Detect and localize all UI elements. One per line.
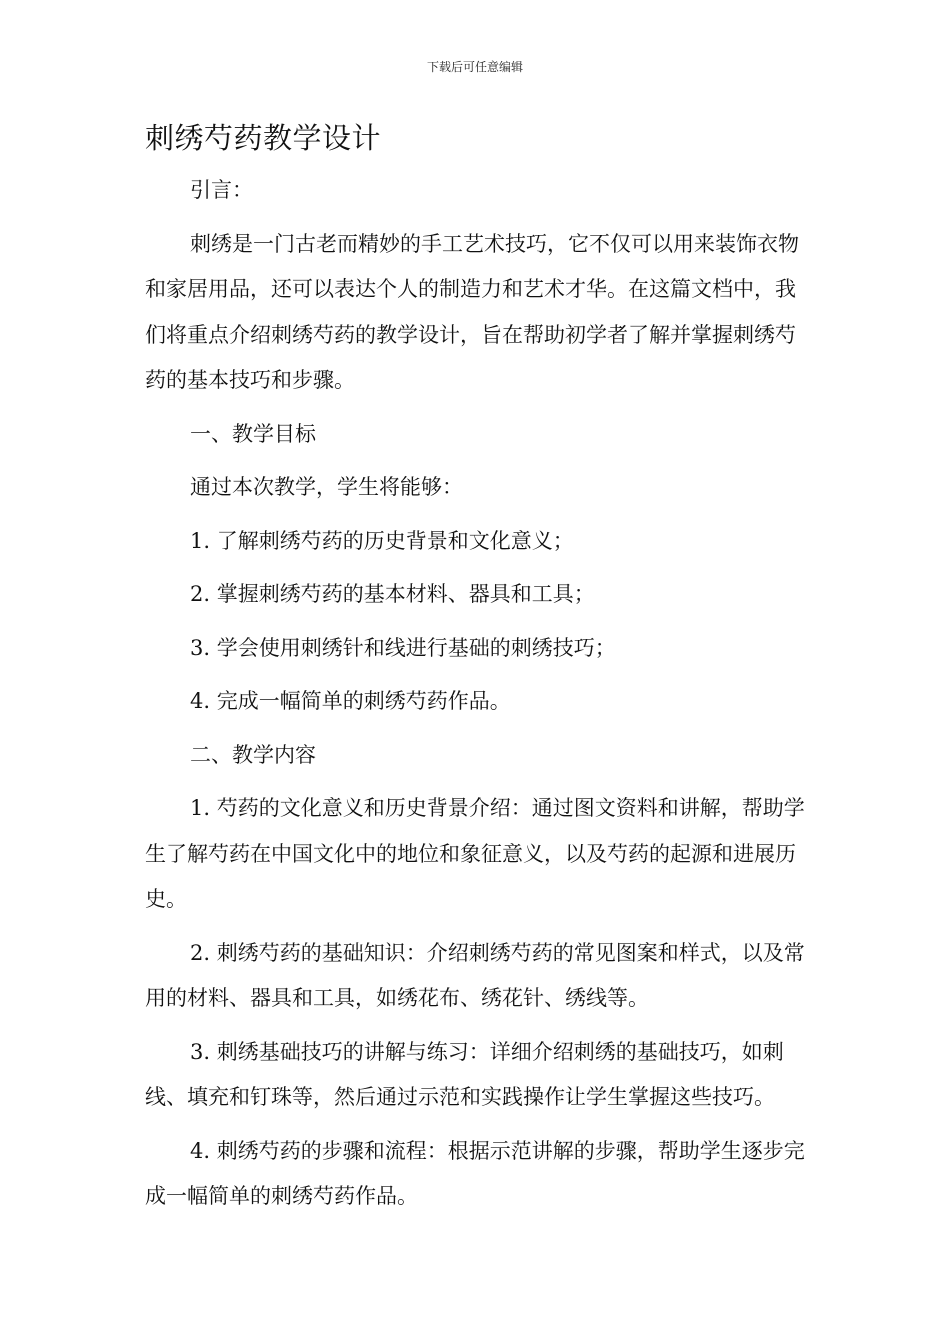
- document-title: 刺绣芍药教学设计: [145, 121, 382, 155]
- goal-item: 3. 学会使用刺绣针和线进行基础的刺绣技巧；: [190, 635, 616, 660]
- goal-item: 2. 掌握刺绣芍药的基本材料、器具和工具；: [190, 582, 595, 606]
- goal-item: 1. 了解刺绣芍药的历史背景和文化意义；: [190, 528, 574, 553]
- intro-paragraph: 刺绣是一门古老而精妙的手工艺术技巧，它不仅可以用来装饰衣物和家居用品，还可以表达个人的制造力和艺术才华。在这篇文档中，我们将重点介绍刺绣芍药的教学设计，旨在帮助初学者了解并掌握刺绣芍药的基本技巧和步骤。: [145, 231, 799, 392]
- content-item: 4. 刺绣芍药的步骤和流程：根据示范讲解的步骤，帮助学生逐步完成一幅简单的刺绣芍药作品。: [145, 1138, 805, 1208]
- section-heading-content: 二、教学内容: [190, 742, 316, 767]
- section-heading-goals: 一、教学目标: [190, 421, 316, 446]
- goal-item: 4. 完成一幅简单的刺绣芍药作品。: [190, 689, 511, 713]
- goals-lead: 通过本次教学，学生将能够：: [190, 475, 463, 499]
- header-note: 下载后可任意编辑: [426, 60, 523, 74]
- document-body: [145, 168, 810, 1228]
- content-item: 2. 刺绣芍药的基础知识：介绍刺绣芍药的常见图案和样式，以及常用的材料、器具和工具，如绣花布、绣花针、绣线等。: [145, 940, 805, 1010]
- intro-label: 引言：: [190, 178, 253, 202]
- content-item: 1. 芍药的文化意义和历史背景介绍：通过图文资料和讲解，帮助学生了解芍药在中国文化中的地位和象征意义，以及芍药的起源和进展历史。: [145, 796, 805, 911]
- content-item: 3. 刺绣基础技巧的讲解与练习：详细介绍刺绣的基础技巧，如刺线、填充和钉珠等，然后通过示范和实践操作让学生掌握这些技巧。: [145, 1039, 784, 1109]
